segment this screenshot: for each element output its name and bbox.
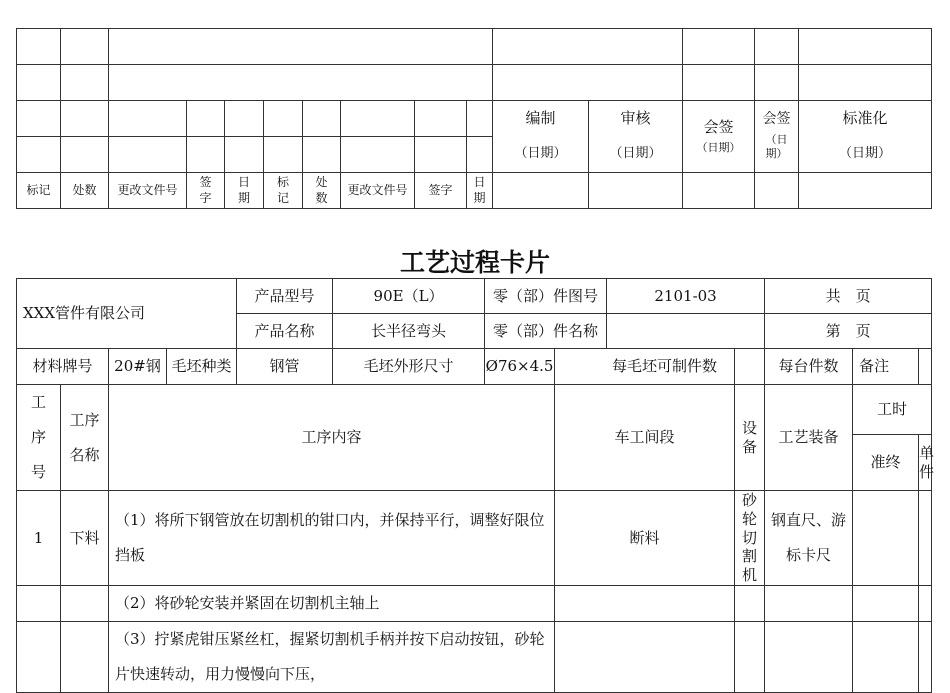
approval-label-standardization: 标准化	[799, 101, 932, 137]
product-name-value: 长半径弯头	[333, 314, 485, 349]
blank-size-value: Ø76×4.5	[485, 349, 555, 385]
approval-date-prepared: （日期）	[493, 137, 589, 173]
change-row-blank	[17, 65, 932, 101]
column-header-row-1	[17, 385, 932, 435]
total-pages-label: 共 页	[765, 279, 932, 314]
row-content: （2）将砂轮安装并紧固在切割机主轴上	[109, 585, 555, 621]
col-prep: 准终	[853, 435, 919, 491]
header-change-doc-no: 更改文件号	[109, 173, 187, 209]
row-tooling: 钢直尺、游标卡尺	[765, 491, 853, 586]
approval-label-reviewed: 审核	[589, 101, 683, 137]
material-label: 材料牌号	[17, 349, 109, 385]
change-record-table	[16, 28, 932, 209]
approval-label-countersign-1: 会签 （日期）	[683, 101, 755, 173]
table-row	[17, 491, 932, 586]
change-row-blank	[17, 29, 932, 65]
col-content: 工序内容	[109, 385, 555, 491]
process-card-table	[16, 278, 935, 693]
remark-label: 备注	[853, 349, 919, 385]
remark-value	[919, 349, 932, 385]
part-name-value	[607, 314, 765, 349]
row-workshop: 断料	[555, 491, 735, 586]
header-mark: 标记	[17, 173, 61, 209]
pieces-per-unit-label: 每台件数	[765, 349, 853, 385]
header-signature: 签字	[187, 173, 225, 209]
pieces-per-blank-value	[735, 349, 765, 385]
approval-label-countersign-2: 会签 （日期）	[755, 101, 799, 173]
header-signature-2: 签字	[415, 173, 467, 209]
page-label: 第 页	[765, 314, 932, 349]
row-equipment: 砂轮切割机	[735, 491, 765, 586]
col-hours: 工时	[853, 385, 932, 435]
table-row	[17, 585, 932, 621]
table-row	[17, 621, 932, 692]
row-name: 下料	[61, 491, 109, 586]
material-row	[17, 349, 932, 385]
product-name-label: 产品名称	[237, 314, 333, 349]
row-seq: 1	[17, 491, 61, 586]
product-model-value: 90E（L）	[333, 279, 485, 314]
header-count: 处数	[61, 173, 109, 209]
col-seq: 工序号	[17, 385, 61, 491]
header-row-1	[17, 279, 932, 314]
approval-date-standardization: （日期）	[799, 137, 932, 173]
header-mark-2: 标记	[264, 173, 303, 209]
pieces-per-blank-label: 每毛坯可制件数	[555, 349, 735, 385]
header-date-2: 日期	[467, 173, 493, 209]
part-drawing-value: 2101-03	[607, 279, 765, 314]
change-header-row	[17, 173, 932, 209]
approval-date-reviewed: （日期）	[589, 137, 683, 173]
header-count-2: 处数	[303, 173, 341, 209]
header-change-doc-no-2: 更改文件号	[341, 173, 415, 209]
part-name-label: 零（部）件名称	[485, 314, 607, 349]
part-drawing-label: 零（部）件图号	[485, 279, 607, 314]
col-tooling: 工艺装备	[765, 385, 853, 491]
material-value: 20#钢	[109, 349, 167, 385]
blank-size-label: 毛坯外形尺寸	[333, 349, 485, 385]
approval-label-prepared: 编制	[493, 101, 589, 137]
col-name: 工序名称	[61, 385, 109, 491]
page-title: 工艺过程卡片	[399, 248, 550, 277]
product-model-label: 产品型号	[237, 279, 333, 314]
company-name: XXX管件有限公司	[17, 279, 237, 349]
blank-type-label: 毛坯种类	[167, 349, 237, 385]
blank-type-value: 钢管	[237, 349, 333, 385]
row-content: （1）将所下钢管放在切割机的钳口内，并保持平行，调整好限位挡板	[109, 491, 555, 586]
col-workshop: 车工间段	[555, 385, 735, 491]
col-unit: 单件	[919, 435, 932, 491]
row-content: （3）拧紧虎钳压紧丝杠，握紧切割机手柄并按下启动按钮，砂轮片快速转动，用力慢慢向下压，	[109, 621, 555, 692]
change-row-blank	[17, 101, 932, 137]
header-date: 日期	[225, 173, 264, 209]
col-equipment: 设备	[735, 385, 765, 491]
